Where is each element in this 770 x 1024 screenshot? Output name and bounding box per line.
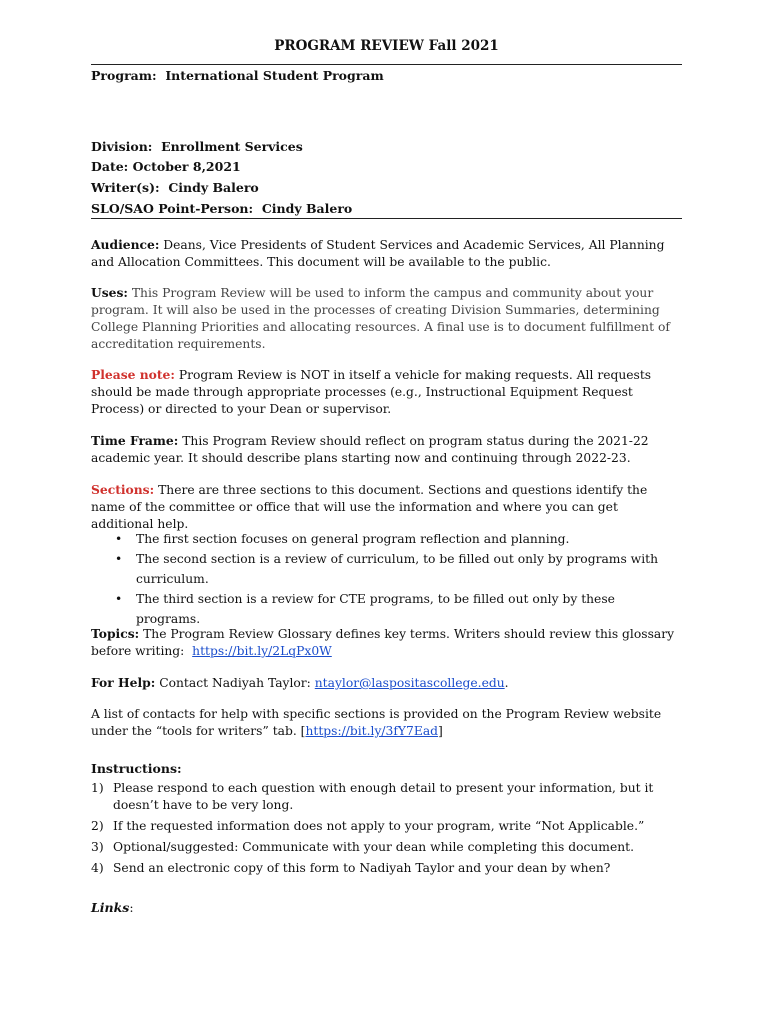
please-note-text: Program Review is NOT in itself a vehicle for making requests. All requests should be made through appropriate processes (e.g., Instructional Equipment Request Process) or directed to your Dean or supervisor. — [91, 368, 652, 416]
slo-line — [91, 200, 352, 217]
contacts-text: A list of contacts for help with specific sections is provided on the Program Review website under the “tools for writers” tab. [ — [91, 707, 662, 738]
list-item — [91, 860, 682, 877]
program-line — [91, 67, 384, 84]
please-note-paragraph — [91, 366, 682, 418]
list-number: 1) — [91, 781, 104, 795]
header-rule — [91, 64, 682, 65]
list-item-text: Send an electronic copy of this form to Nadiyah Taylor and your dean by when? — [113, 861, 611, 875]
division-line — [91, 138, 303, 155]
info-rule — [91, 218, 682, 219]
audience-label: Audience: — [91, 237, 160, 252]
list-item — [91, 818, 682, 835]
list-item — [91, 780, 682, 814]
glossary-link[interactable]: https://bit.ly/2LqPx0W — [192, 644, 332, 658]
bullet-icon: • — [115, 552, 123, 566]
list-number: 2) — [91, 819, 104, 833]
division-value: Enrollment Services — [161, 139, 303, 154]
topics-paragraph — [91, 625, 682, 660]
uses-paragraph — [91, 284, 682, 353]
list-item — [91, 589, 682, 629]
email-link[interactable]: ntaylor@laspositascollege.edu — [314, 676, 505, 690]
date-line: Date: October 8,2021 — [91, 159, 241, 174]
bullet-icon: • — [115, 532, 123, 546]
program-value: International Student Program — [165, 68, 384, 83]
audience-text: Deans, Vice Presidents of Student Services and Academic Services, All Planning and Allocation Committees. This document will be available to the public. — [91, 238, 665, 269]
slo-value: Cindy Balero — [261, 201, 353, 216]
list-item-text: Please respond to each question with enough detail to present your information, but it doesn’t have to be very long. — [113, 781, 654, 812]
list-item-text: If the requested information does not apply to your program, write “Not Applicable.” — [113, 819, 645, 833]
uses-label: Uses: — [91, 285, 128, 300]
list-number: 3) — [91, 840, 104, 854]
list-number: 4) — [91, 861, 104, 875]
topics-text: The Program Review Glossary defines key terms. Writers should review this glossary before writing: — [91, 627, 675, 658]
sections-list — [91, 529, 682, 629]
list-item-text: The second section is a review of curriculum, to be filled out only by programs with curriculum. — [136, 552, 658, 586]
uses-text: This Program Review will be used to inform the campus and community about your program. It will also be used in the processes of creating Division Summaries, determining College Planning Priorities and allocating resources. A final use is to document fulfillment of accreditation requirements. — [91, 286, 670, 351]
program-label: Program: — [91, 68, 157, 83]
time-frame-label: Time Frame: — [91, 433, 179, 448]
time-frame-text: This Program Review should reflect on program status during the 2021-22 academic year. It should describe plans starting now and continuing through 2022-23. — [91, 434, 649, 465]
for-help-paragraph — [91, 674, 682, 692]
writers-line — [91, 179, 259, 196]
slo-label: SLO/SAO Point-Person: — [91, 201, 254, 216]
list-item-text: The first section focuses on general program reflection and planning. — [136, 532, 570, 546]
audience-paragraph — [91, 236, 682, 271]
sections-paragraph — [91, 481, 682, 533]
sections-text: There are three sections to this document. Sections and questions identify the name of the committee or office that will use the information and where you can get additional help. — [91, 483, 648, 531]
list-item — [91, 839, 682, 856]
page-title: PROGRAM REVIEW Fall 2021 — [274, 38, 499, 54]
division-label: Division: — [91, 139, 153, 154]
writers-label: Writer(s): — [91, 180, 160, 195]
links-label: Links — [91, 900, 130, 915]
list-item-text: Optional/suggested: Communicate with your dean while completing this document. — [113, 840, 635, 854]
time-frame-paragraph — [91, 432, 682, 467]
links-heading — [91, 899, 134, 916]
list-item — [91, 529, 682, 549]
contacts-bracket: ] — [438, 724, 443, 738]
list-item — [91, 549, 682, 589]
instructions-heading: Instructions: — [91, 761, 182, 776]
writers-value: Cindy Balero — [168, 180, 259, 195]
tools-link[interactable]: https://bit.ly/3fY7Ead — [305, 724, 439, 738]
for-help-text: Contact Nadiyah Taylor: — [159, 676, 311, 690]
please-note-label: Please note: — [91, 367, 175, 382]
for-help-period: . — [504, 676, 509, 690]
sections-label: Sections: — [91, 482, 155, 497]
instructions-list — [91, 780, 682, 881]
for-help-label: For Help: — [91, 675, 156, 690]
contacts-paragraph — [91, 706, 682, 740]
bullet-icon: • — [115, 592, 123, 606]
topics-label: Topics: — [91, 626, 140, 641]
list-item-text: The third section is a review for CTE programs, to be filled out only by these programs. — [136, 592, 615, 626]
links-colon: : — [129, 900, 134, 915]
